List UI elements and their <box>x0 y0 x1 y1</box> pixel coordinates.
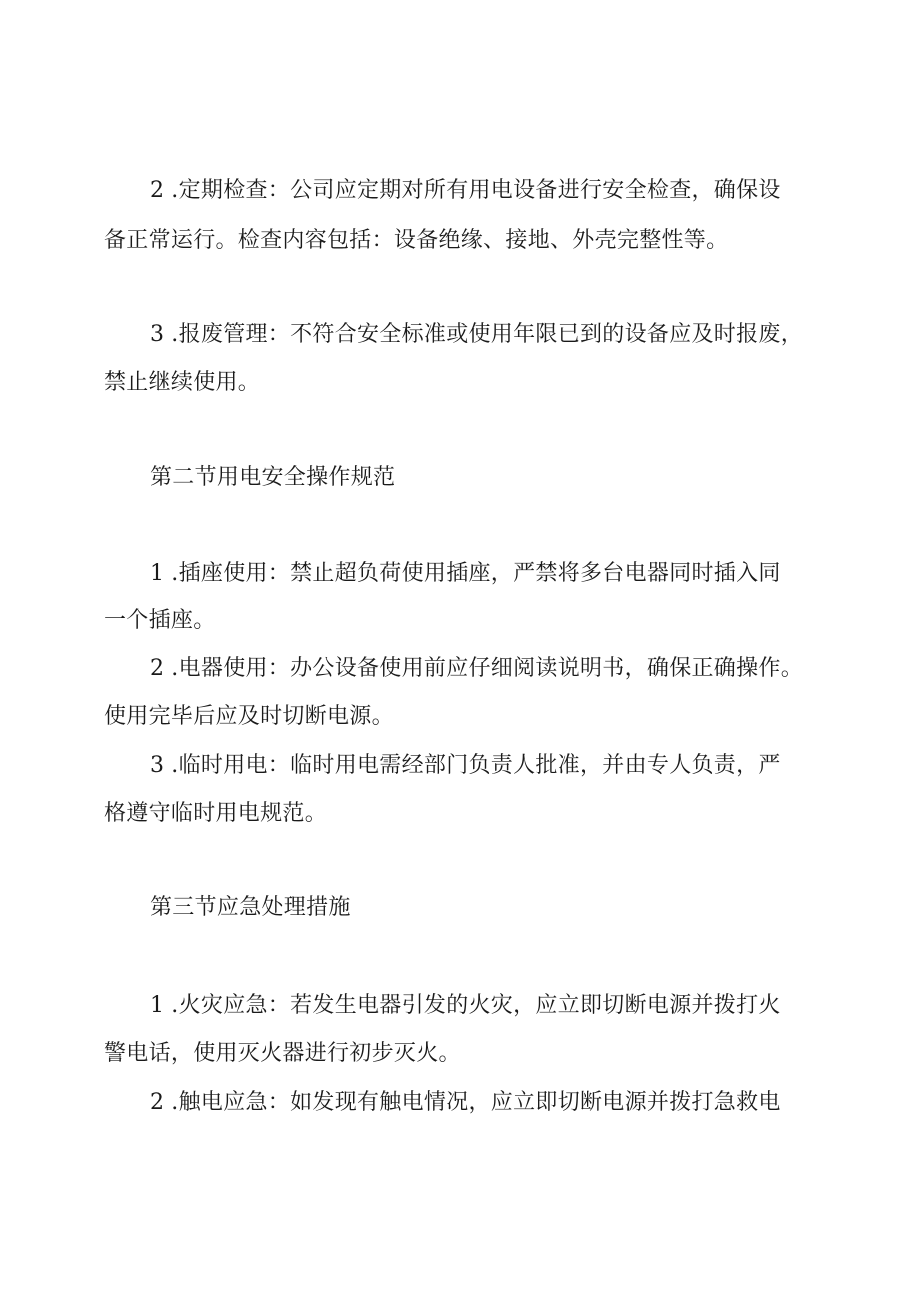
s3-item-2-line-1 <box>150 1088 781 1118</box>
s2-item-1-line-2: 一个插座。 <box>104 608 216 633</box>
item-number: 1 <box>150 993 164 1018</box>
item-separator: . <box>164 1090 179 1115</box>
item-number: 3 <box>150 322 164 347</box>
item-number: 2 <box>150 178 164 203</box>
section-2-heading: 第二节用电安全操作规范 <box>150 465 396 490</box>
s2-item-2-line-1 <box>150 654 803 684</box>
item-text: 临时用电：临时用电需经部门负责人批准，并由专人负责，严 <box>178 753 781 778</box>
s2-item-3-line-1 <box>150 751 781 781</box>
item-number: 1 <box>150 561 164 586</box>
item-3-line-2: 禁止继续使用。 <box>104 370 261 395</box>
item-number: 2 <box>150 656 164 681</box>
item-text: 定期检查：公司应定期对所有用电设备进行安全检查，确保设 <box>178 178 781 203</box>
item-2-line-2: 备正常运行。检查内容包括：设备绝缘、接地、外壳完整性等。 <box>104 228 729 253</box>
item-text: 电器使用：办公设备使用前应仔细阅读说明书，确保正确操作。 <box>178 656 803 681</box>
item-number: 2 <box>150 1090 164 1115</box>
s2-item-1-line-1 <box>150 559 781 589</box>
item-separator: . <box>164 656 179 681</box>
item-separator: . <box>164 322 179 347</box>
item-text: 触电应急：如发现有触电情况，应立即切断电源并拨打急救电 <box>178 1090 781 1115</box>
item-separator: . <box>164 993 179 1018</box>
item-2-line-1 <box>150 176 781 206</box>
s2-item-3-line-2: 格遵守临时用电规范。 <box>104 801 328 826</box>
item-3-line-1 <box>150 320 803 350</box>
item-separator: . <box>164 753 179 778</box>
item-number: 3 <box>150 753 164 778</box>
s3-item-1-line-1 <box>150 991 781 1021</box>
item-text: 火灾应急：若发生电器引发的火灾，应立即切断电源并拨打火 <box>178 993 781 1018</box>
item-text: 插座使用：禁止超负荷使用插座，严禁将多台电器同时插入同 <box>178 561 781 586</box>
section-3-heading: 第三节应急处理措施 <box>150 895 351 920</box>
s2-item-2-line-2: 使用完毕后应及时切断电源。 <box>104 704 394 729</box>
item-separator: . <box>164 561 179 586</box>
s3-item-1-line-2: 警电话，使用灭火器进行初步灭火。 <box>104 1041 461 1066</box>
item-text: 报废管理：不符合安全标准或使用年限已到的设备应及时报废， <box>178 322 803 347</box>
item-separator: . <box>164 178 179 203</box>
